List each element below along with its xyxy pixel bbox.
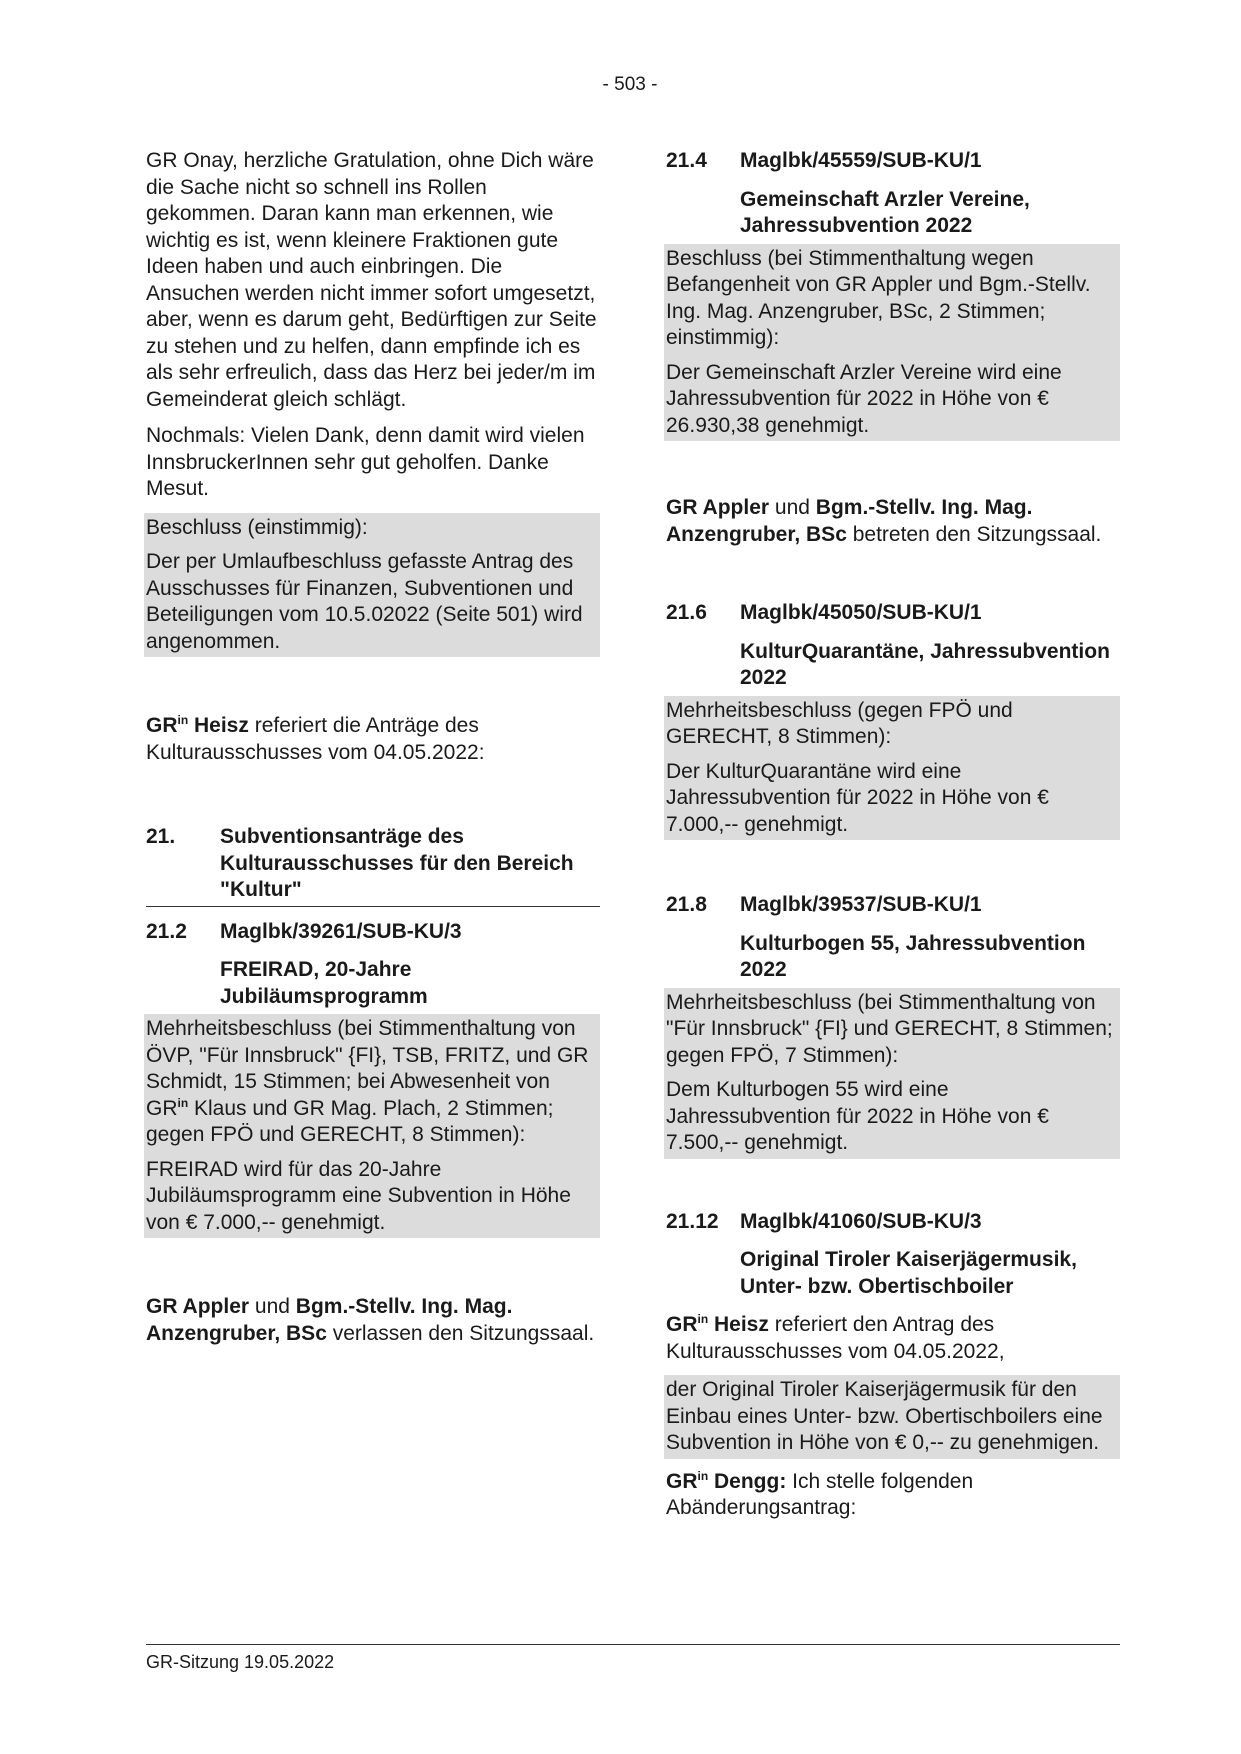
speech-paragraph: GR Onay, herzliche Gratulation, ohne Dich wäre die Sache nicht so schnell ins Rollen gekommen. Daran kann man erkennen, wie wichtig es ist, wenn kleinere Fraktionen gute Ideen haben und auch einbringen. Die Ansuchen werden nicht immer sofort umgesetzt, aber, wenn es darum geht, Bedürftigen zur Seite zu stehen und zu helfen, dann empfinde ich es als sehr erfreulich, dass das Herz bei jeder/m im Gemeinderat gleich schlägt.: [146, 149, 597, 411]
motion-text: der Original Tiroler Kaiserjägermusik für den Einbau eines Unter- bzw. Obertischboilers eine Subvention in Höhe von € 0,-- zu genehmigen.: [666, 1378, 1103, 1454]
speaker-name: Dengg:: [708, 1469, 787, 1493]
item-number: 21.2: [146, 919, 187, 943]
item-subtitle: Gemeinschaft Arzler Vereine, Jahressubvention 2022: [740, 187, 1030, 237]
resolution-text: Der Gemeinschaft Arzler Vereine wird eine Jahressubvention für 2022 in Höhe von € 26.930,38 genehmigt.: [666, 360, 1062, 437]
motion-box: [664, 1375, 1120, 1459]
speaker-title: GR: [146, 714, 178, 737]
item-number: 21.12: [666, 1209, 719, 1233]
item-heading: [666, 1209, 1120, 1236]
resolution-label: Mehrheitsbeschluss (bei Stimmenthaltung von "Für Innsbruck" {FI} und GERECHT, 8 Stimmen; gegen FPÖ, 7 Stimmen):: [666, 990, 1113, 1067]
speaker-text: referiert die Anträge des Kulturausschusses vom 04.05.2022:: [146, 714, 485, 764]
footer-rule: [146, 1644, 1120, 1645]
resolution-label: Beschluss (einstimmig):: [146, 515, 368, 539]
attendance-text: verlassen den Sitzungssaal.: [326, 1321, 595, 1345]
person-name: GR Appler: [666, 496, 770, 519]
item-code: Maglbk/39537/SUB-KU/1: [740, 893, 982, 916]
resolution-box: [144, 1014, 600, 1238]
speaker-title-suffix: in: [697, 1468, 709, 1483]
speaker-text: referiert den Antrag des Kulturausschusses vom 04.05.2022,: [666, 1313, 1005, 1363]
resolution-text: Der per Umlaufbeschluss gefasste Antrag des Ausschusses für Finanzen, Subventionen und Beteiligungen vom 10.5.02022 (Seite 501) wird angenommen.: [146, 550, 583, 653]
resolution-box: [664, 696, 1120, 841]
speaker-title: GR: [666, 1313, 698, 1336]
speaker-intro: [666, 1469, 1120, 1522]
item-number: 21.8: [666, 893, 707, 916]
attendance-note: [666, 495, 1120, 548]
person-name: Bgm.-Stellv. Ing. Mag. Anzengruber, BSc: [146, 1295, 513, 1345]
resolution-text: FREIRAD wird für das 20-Jahre Jubiläumsprogramm eine Subvention in Höhe von € 7.000,-- genehmigt.: [146, 1157, 571, 1234]
item-code: Maglbk/45050/SUB-KU/1: [740, 601, 982, 624]
resolution-text: Dem Kulturbogen 55 wird eine Jahressubvention für 2022 in Höhe von € 7.500,-- genehmigt.: [666, 1078, 1049, 1154]
resolution-box: [664, 988, 1120, 1159]
speech-paragraph: Nochmals: Vielen Dank, denn damit wird vielen InnsbruckerInnen sehr gut geholfen. Danke Mesut.: [146, 424, 585, 500]
person-name: GR Appler: [146, 1295, 250, 1318]
footer-text: GR-Sitzung 19.05.2022: [146, 1652, 335, 1672]
item-subtitle: Original Tiroler Kaiserjägermusik, Unter- bzw. Obertischboiler: [740, 1248, 1077, 1298]
speaker-title-suffix: in: [177, 713, 189, 727]
connector-text: und: [249, 1295, 296, 1318]
speaker-name: Heisz: [188, 714, 249, 737]
page-number: - 503 -: [602, 74, 658, 95]
item-code: Maglbk/39261/SUB-KU/3: [220, 919, 462, 943]
item-number: 21.6: [666, 601, 707, 624]
item-heading: [146, 919, 600, 946]
section-heading: [146, 824, 600, 907]
person-name: Bgm.-Stellv. Ing. Mag. Anzengruber, BSc: [666, 496, 1033, 546]
speaker-title-suffix: in: [697, 1312, 709, 1326]
item-number: 21.4: [666, 149, 707, 172]
speaker-text: Ich stelle folgenden Abänderungsantrag:: [666, 1469, 974, 1519]
speaker-title: GR: [666, 1469, 698, 1493]
speaker-intro: [666, 1312, 1120, 1365]
item-heading: [666, 892, 1120, 919]
resolution-label: Mehrheitsbeschluss (gegen FPÖ und GERECHT, 8 Stimmen):: [666, 698, 1013, 748]
resolution-label-part: Klaus und GR Mag. Plach, 2 Stimmen; gegen FPÖ und GERECHT, 8 Stimmen):: [146, 1096, 554, 1146]
attendance-note: [146, 1294, 600, 1347]
attendance-text: betreten den Sitzungssaal.: [846, 522, 1102, 546]
right-column: [666, 148, 1120, 1532]
speaker-intro: [146, 713, 600, 766]
item-subtitle: FREIRAD, 20-Jahre Jubiläumsprogramm: [220, 958, 428, 1008]
item-code: Maglbk/41060/SUB-KU/3: [740, 1209, 982, 1233]
resolution-label-part: Mehrheitsbeschluss (bei Stimmenthaltung von ÖVP, "Für Innsbruck" {FI}, TSB, FRITZ, und GR Schmidt, 15 Stimmen; bei Abwesenheit von GR: [146, 1017, 589, 1120]
speaker-name: Heisz: [708, 1313, 769, 1336]
item-heading: [666, 148, 1120, 175]
item-heading: [666, 600, 1120, 627]
item-subtitle: Kulturbogen 55, Jahressubvention 2022: [740, 931, 1086, 981]
resolution-box: [664, 244, 1120, 442]
resolution-text: Der KulturQuarantäne wird eine Jahressubvention für 2022 in Höhe von € 7.000,-- genehmigt.: [666, 759, 1049, 836]
item-code: Maglbk/45559/SUB-KU/1: [740, 149, 982, 172]
resolution-box: [144, 513, 600, 658]
resolution-label: Beschluss (bei Stimmenthaltung wegen Befangenheit von GR Appler und Bgm.-Stellv. Ing. Mag. Anzengruber, BSc, 2 Stimmen; einstimmig):: [666, 246, 1091, 349]
section-title: Subventionsanträge des Kulturausschusses für den Bereich "Kultur": [220, 825, 574, 901]
connector-text: und: [769, 496, 816, 519]
title-suffix: in: [177, 1095, 189, 1110]
resolution-label: [146, 1016, 596, 1149]
section-number: 21.: [146, 825, 176, 848]
item-subtitle: KulturQuarantäne, Jahressubvention 2022: [740, 639, 1110, 689]
left-column: [146, 148, 600, 1357]
